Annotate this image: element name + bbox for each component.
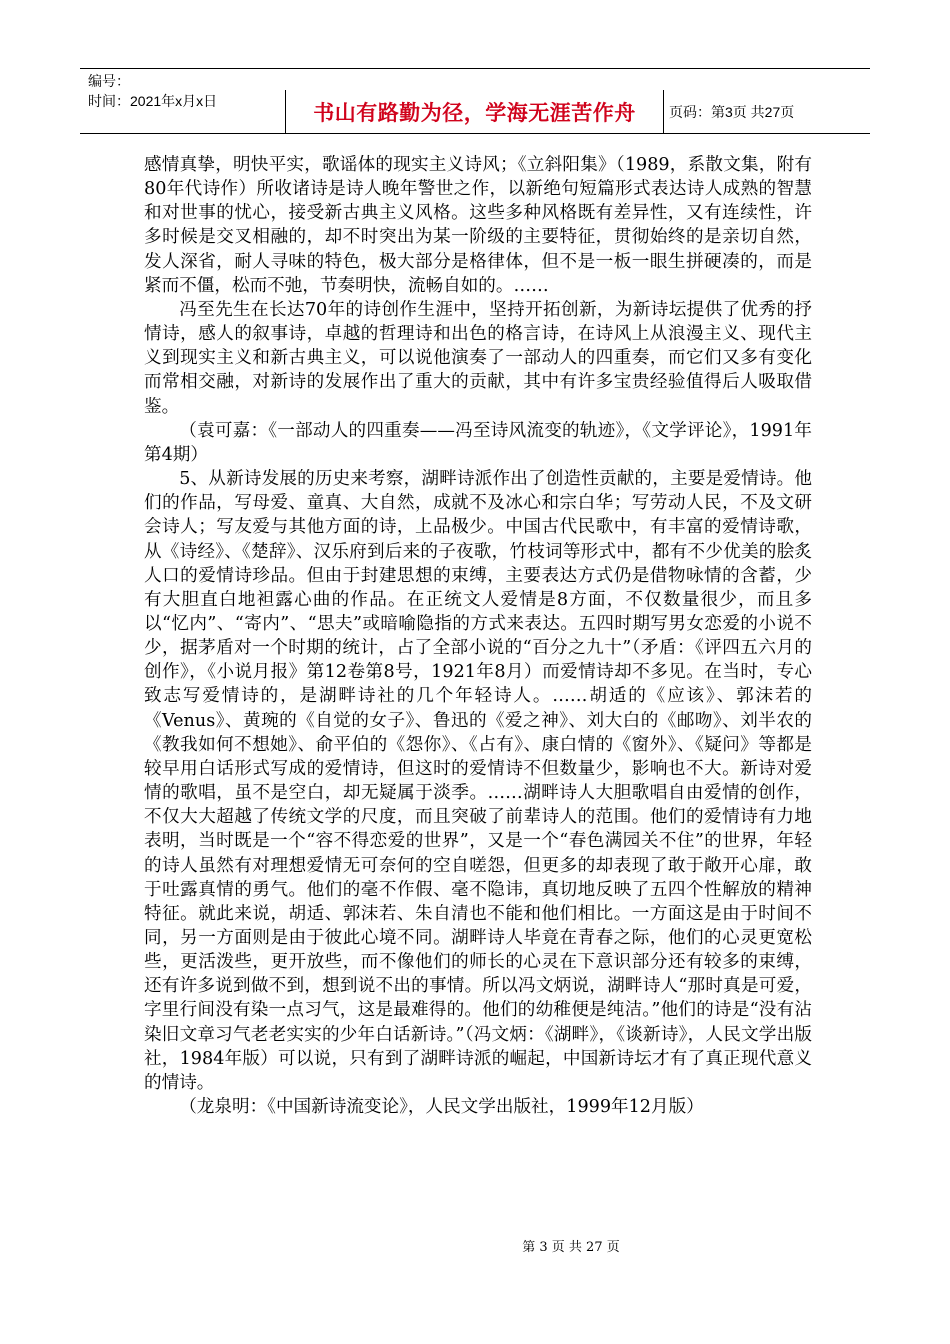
header-motto: 书山有路勤为径，学海无涯苦作舟 xyxy=(313,100,636,125)
header-top-rule xyxy=(80,68,870,69)
paragraph-1: 感情真挚，明快平实，歌谣体的现实主义诗风；《立斜阳集》（1989，系散文集，附有80年代诗作）所收诸诗是诗人晚年警世之作，以新绝句短篇形式表达诗人成熟的智慧和对世事的忧心，接受新古典主义风格。这些多种风格既有差异性，又有连续性，许多时候是交叉相融的，却不时突出为某一阶级的主要特征，贯彻始终的是亲切自然，发人深省，耐人寻味的特色，极大部分是格律体，但不是一板一眼生拼硬凑的，而是紧而不僵，松而不弛，节奏明快，流畅自如的。…… xyxy=(144,155,812,296)
citation-1: （袁可嘉：《一部动人的四重奏——冯至诗风流变的轨迹》，《文学评论》，1991年第4期） xyxy=(144,420,812,465)
header-time-label: 时间：2021年x月x日 xyxy=(88,93,218,109)
document-body xyxy=(144,153,812,1119)
page-footer: 第 3 页 共 27 页 xyxy=(522,1240,620,1255)
header-divider-1 xyxy=(285,90,286,133)
header-meta xyxy=(88,71,283,111)
header-number-label: 编号： xyxy=(88,73,130,89)
citation-2: （龙泉明：《中国新诗流变论》，人民文学出版社，1999年12月版） xyxy=(179,1097,704,1118)
page-header xyxy=(80,68,870,133)
paragraph-2: 冯至先生在长达70年的诗创作生涯中，坚持开拓创新，为新诗坛提供了优秀的抒情诗，感人的叙事诗，卓越的哲理诗和出色的格言诗，在诗风上从浪漫主义、现代主义到现实主义和新古典主义，可以说他演奏了一部动人的四重奏，而它们又多有变化而常相交融，对新诗的发展作出了重大的贡献，其中有许多宝贵经验值得后人吸取借鉴。 xyxy=(144,299,812,417)
header-page-info: 页码：第3页 共27页 xyxy=(669,103,795,120)
header-divider-2 xyxy=(663,90,664,133)
header-bottom-rule xyxy=(80,133,870,134)
paragraph-3: 5、从新诗发展的历史来考察，湖畔诗派作出了创造性贡献的，主要是爱情诗。他们的作品，写母爱、童真、大自然，成就不及冰心和宗白华；写劳动人民，不及文研会诗人；写友爱与其他方面的诗，上品极少。中国古代民歌中，有丰富的爱情诗歌，从《诗经》、《楚辞》、汉乐府到后来的子夜歌，竹枝词等形式中，都有不少优美的脍炙人口的爱情诗珍品。但由于封建思想的束缚，主要表达方式仍是借物咏情的含蓄，少有大胆直白地袒露心曲的作品。在正统文人爱情是8方面，不仅数量很少，而且多以“忆内”、“寄内”、“思夫”或暗喻隐指的方式来表达。五四时期写男女恋爱的小说不少，据茅盾对一个时期的统计，占了全部小说的“百分之九十”（矛盾：《评四五六月的创作》，《小说月报》第12卷第8号，1921年8月）而爱情诗却不多见。在当时，专心致志写爱情诗的，是湖畔诗社的几个年轻诗人。……胡适的《应该》、郭沫若的《Venus》、黄琬的《自觉的女子》、鲁迅的《爱之神》、刘大白的《邮吻》、刘半农的《教我如何不想她》、俞平伯的《怨你》、《占有》、康白情的《窗外》、《疑问》等都是较早用白话形式写成的爱情诗，但这时的爱情诗不但数量少，影响也不大。新诗对爱情的歌唱，虽不是空白，却无疑属于淡季。……湖畔诗人大胆歌唱自由爱情的创作，不仅大大超越了传统文学的尺度，而且突破了前辈诗人的范围。他们的爱情诗有力地表明，当时既是一个“容不得恋爱的世界”，又是一个“春色满园关不住”的世界，年轻的诗人虽然有对理想爱情无可奈何的空自嗟怨，但更多的却表现了敢于敞开心扉，敢于吐露真情的勇气。他们的毫不作假、毫不隐讳，真切地反映了五四个性解放的精神特征。就此来说，胡适、郭沫若、朱自清也不能和他们相比。一方面这是由于时间不同，另一方面则是由于彼此心境不同。湖畔诗人毕竟在青春之际，他们的心灵更宽松些，更活泼些，更开放些，而不像他们的师长的心灵在下意识部分还有较多的束缚，还有许多说到做不到，想到说不出的事情。所以冯文炳说，湖畔诗人“那时真是可爱，字里行间没有染一点习气，这是最难得的。他们的幼稚便是纯洁。”他们的诗是“没有沾染旧文章习气老老实实的少年白话新诗。”（冯文炳：《湖畔》，《谈新诗》，人民文学出版社，1984年版）可以说，只有到了湖畔诗派的崛起，中国新诗坛才有了真正现代意义的情诗。 xyxy=(144,469,812,1093)
